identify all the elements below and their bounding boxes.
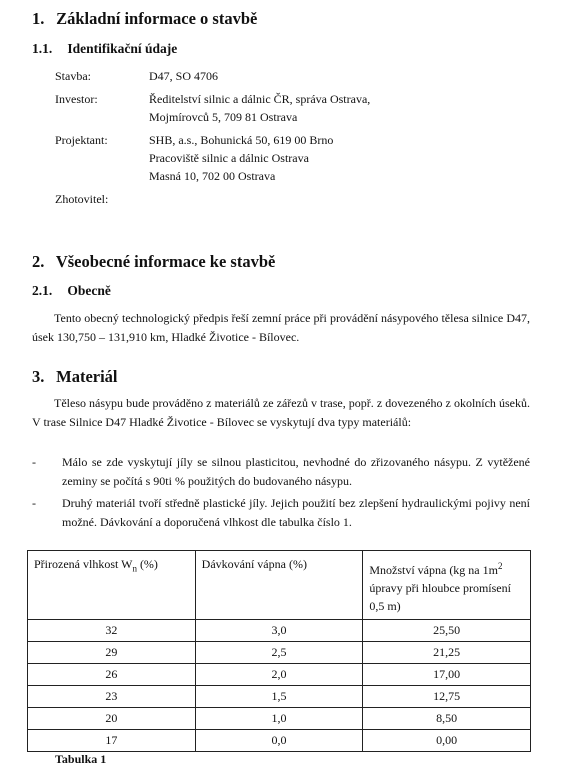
section-2-1-heading [32, 283, 111, 299]
stavba-value-line: D47, SO 4706 [149, 69, 219, 83]
section-2-number: 2. [32, 252, 45, 271]
section-2-heading [32, 252, 275, 272]
zhotovitel-label: Zhotovitel: [55, 192, 109, 206]
lime-dosage-table [27, 550, 531, 752]
section-3-heading [32, 367, 118, 387]
section-1-number: 1. [32, 9, 45, 28]
header-lime-amount-sup: 2 [497, 561, 503, 571]
projektant-label: Projektant: [55, 133, 108, 147]
projektant-value-line: Pracoviště silnic a dálnic Ostrava [149, 151, 309, 165]
cell-amount: 12,75 [363, 686, 531, 708]
header-lime-amount [363, 551, 531, 620]
investor-value-line: Mojmírovců 5, 709 81 Ostrava [149, 110, 298, 124]
section-2-1-title: Obecně [67, 283, 111, 298]
cell-dosage: 0,0 [195, 730, 363, 752]
table-row [28, 708, 531, 730]
bullet-item [32, 494, 530, 534]
table-row [28, 686, 531, 708]
investor-value-line: Ředitelství silnic a dálnic ČR, správa Ostrava, [149, 92, 371, 106]
cell-dosage: 2,5 [195, 642, 363, 664]
section-1-1-heading [32, 41, 177, 57]
section-1-heading [32, 9, 257, 29]
table-header-row [28, 551, 531, 620]
header-moisture-suffix: (%) [136, 557, 158, 571]
section-3-paragraph-text: Těleso násypu bude prováděno z materiálů ze zářezů v trase, popř. z dovezeného z okolních úseků. V trase Silnice D47 Hladké Životice - Bílovec se vyskytují dva typy materiálů: [32, 396, 530, 429]
cell-amount: 8,50 [363, 708, 531, 730]
table-row [28, 620, 531, 642]
header-lime-dosage: Dávkování vápna (%) [195, 551, 363, 620]
bullet-dash: - [32, 455, 36, 469]
section-1-1-number: 1.1. [32, 41, 53, 56]
projektant-value-line: Masná 10, 702 00 Ostrava [149, 169, 276, 183]
section-1-title: Základní informace o stavbě [56, 9, 258, 28]
section-3-paragraph [32, 394, 530, 432]
section-2-title: Všeobecné informace ke stavbě [55, 252, 276, 271]
stavba-label: Stavba: [55, 69, 91, 83]
projektant-value-line: SHB, a.s., Bohunická 50, 619 00 Brno [149, 133, 334, 147]
bullet-item [32, 453, 530, 493]
cell-amount: 0,00 [363, 730, 531, 752]
cell-moisture: 17 [28, 730, 196, 752]
cell-dosage: 2,0 [195, 664, 363, 686]
stavba-value [149, 67, 218, 85]
table-row [28, 642, 531, 664]
section-2-paragraph-text: Tento obecný technologický předpis řeší zemní práce při provádění násypového tělesa silnice D47, úsek 130,750 – 131,910 km, Hladké Životice - Bílovec. [32, 311, 530, 344]
bullet-text: Málo se zde vyskytují jíly se silnou plasticitou, nevhodné do zřizovaného násypu. Z vytěžené zeminy se počítá s 90ti % použitých do budovaného násypu. [62, 455, 530, 488]
cell-moisture: 29 [28, 642, 196, 664]
header-lime-amount-text: Množství vápna (kg na 1m [369, 563, 498, 577]
table-caption-cutoff: Tabulka 1 [55, 752, 107, 766]
section-1-1-title: Identifikační údaje [67, 41, 178, 56]
cell-moisture: 23 [28, 686, 196, 708]
header-lime-amount-rest: úpravy při hloubce promísení 0,5 m) [369, 581, 511, 613]
cell-dosage: 3,0 [195, 620, 363, 642]
table-row [28, 730, 531, 752]
header-moisture-subscript: n [132, 563, 137, 574]
cell-amount: 25,50 [363, 620, 531, 642]
section-2-1-number: 2.1. [32, 283, 53, 298]
header-moisture [28, 551, 196, 620]
cell-moisture: 32 [28, 620, 196, 642]
section-3-title: Materiál [56, 367, 118, 386]
cell-moisture: 26 [28, 664, 196, 686]
investor-label: Investor: [55, 92, 98, 106]
investor-value [149, 90, 370, 126]
cell-dosage: 1,5 [195, 686, 363, 708]
cell-amount: 17,00 [363, 664, 531, 686]
cell-dosage: 1,0 [195, 708, 363, 730]
cell-moisture: 20 [28, 708, 196, 730]
projektant-value [149, 131, 333, 185]
section-3-number: 3. [32, 367, 45, 386]
bullet-dash: - [32, 496, 36, 510]
table-row [28, 664, 531, 686]
section-2-paragraph [32, 309, 530, 347]
bullet-text: Druhý materiál tvoří středně plastické jíly. Jejich použití bez zlepšení hydraulickými pojivy není možné. Dávkování a doporučená vlhkost dle tabulka číslo 1. [62, 496, 530, 529]
cell-amount: 21,25 [363, 642, 531, 664]
header-moisture-text: Přirozená vlhkost W [34, 557, 133, 571]
